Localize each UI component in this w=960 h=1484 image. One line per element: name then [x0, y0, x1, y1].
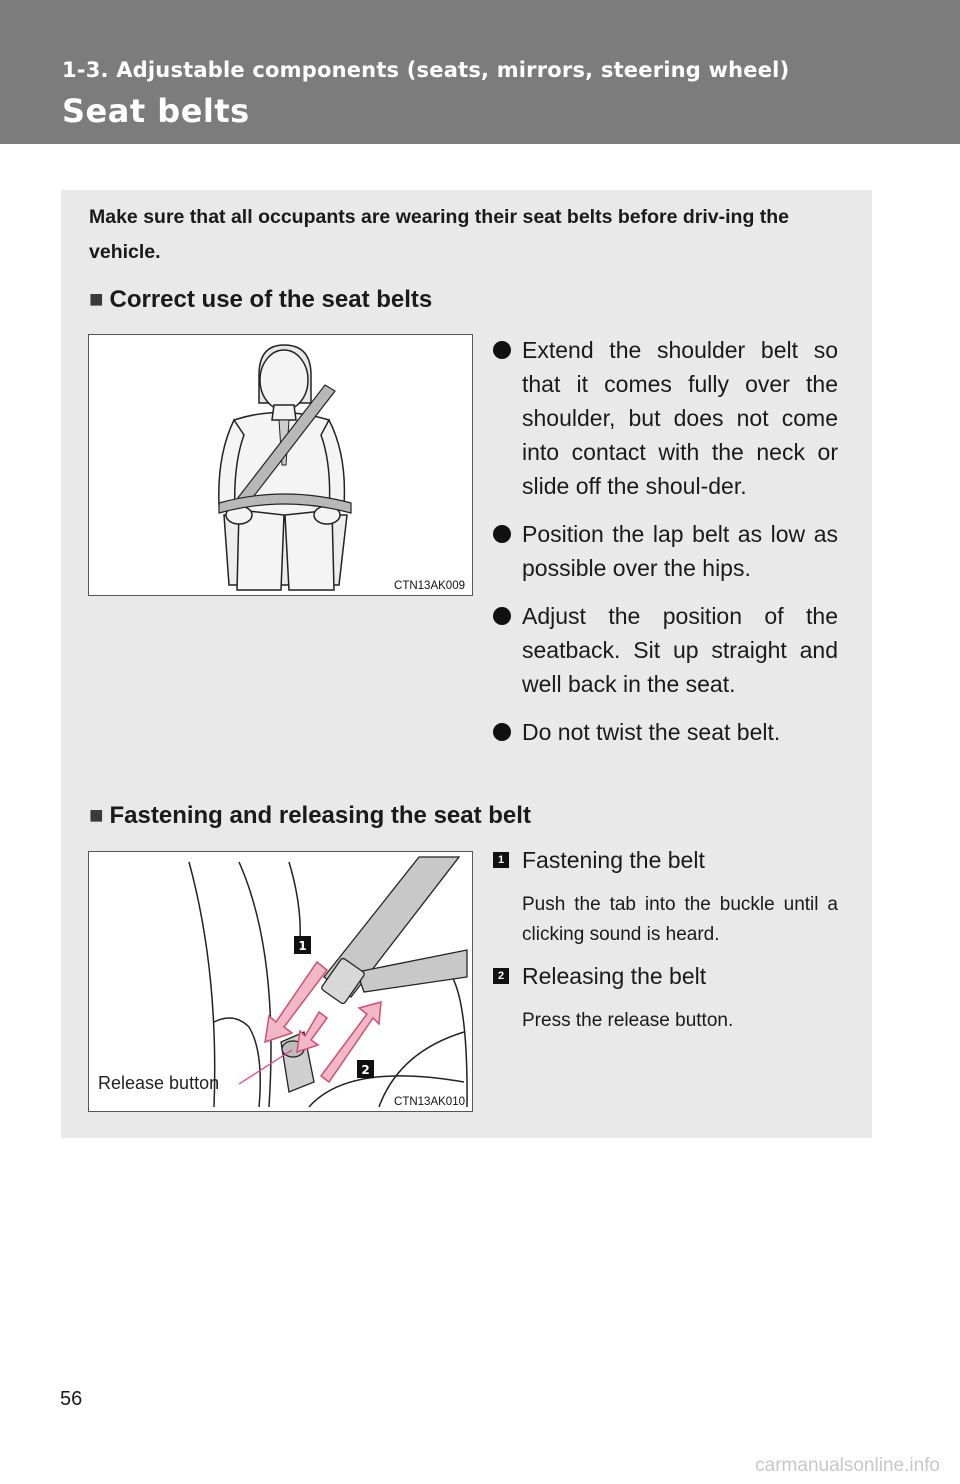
correct-use-bullet-list [493, 333, 838, 763]
step-2-heading [493, 961, 838, 991]
page-title: Seat belts [62, 92, 250, 130]
step-2-title: Releasing the belt [522, 963, 707, 989]
step-1-description: Push the tab into the buckle until a clicking sound is heard. [522, 894, 838, 945]
subheading-fastening [89, 801, 531, 831]
seated-occupant-illustration [89, 335, 472, 595]
section-header-bar [0, 0, 960, 144]
subheading-correct-use-label: Correct use of the seat belts [109, 286, 433, 313]
list-item: Adjust the position of the seatback. Sit up straight and well back in the seat. [493, 599, 838, 701]
square-bullet-icon: ■ [89, 802, 104, 829]
square-bullet-icon: ■ [89, 286, 104, 313]
figure-code-1: CTN13AK009 [394, 580, 465, 592]
subheading-correct-use [89, 285, 432, 315]
subheading-fastening-label: Fastening and releasing the seat belt [109, 802, 531, 829]
bullet-dot-icon [493, 723, 511, 741]
section-title: 1-3. Adjustable components (seats, mirrors, steering wheel) [62, 58, 790, 82]
intro-text: Make sure that all occupants are wearing their seat belts before driv-ing the vehicle. [89, 206, 790, 263]
step-2-description: Press the release button. [522, 1010, 734, 1031]
bullet-dot-icon [493, 525, 511, 543]
page-number: 56 [60, 1388, 83, 1410]
figure-seated-occupant [88, 334, 473, 596]
step-1-title: Fastening the belt [522, 847, 705, 873]
step-1-heading [493, 845, 838, 875]
step-number-badge: 1 [493, 852, 509, 868]
bullet-dot-icon [493, 341, 511, 359]
bullet-dot-icon [493, 607, 511, 625]
step-number-badge: 2 [493, 968, 509, 984]
release-button-callout: Release button [98, 1073, 220, 1093]
list-item: Extend the shoulder belt so that it comes fully over the shoulder, but does not come into contact with the neck or slide off the shoul-der. [493, 333, 838, 503]
list-item: Do not twist the seat belt. [493, 715, 838, 749]
list-item: Position the lap belt as low as possible over the hips. [493, 517, 838, 585]
watermark: carmanualsonline.info [755, 1455, 940, 1476]
svg-text:1: 1 [298, 939, 307, 953]
figure-code-2: CTN13AK010 [394, 1096, 465, 1108]
figure-buckle [88, 851, 473, 1112]
svg-text:2: 2 [361, 1063, 370, 1077]
